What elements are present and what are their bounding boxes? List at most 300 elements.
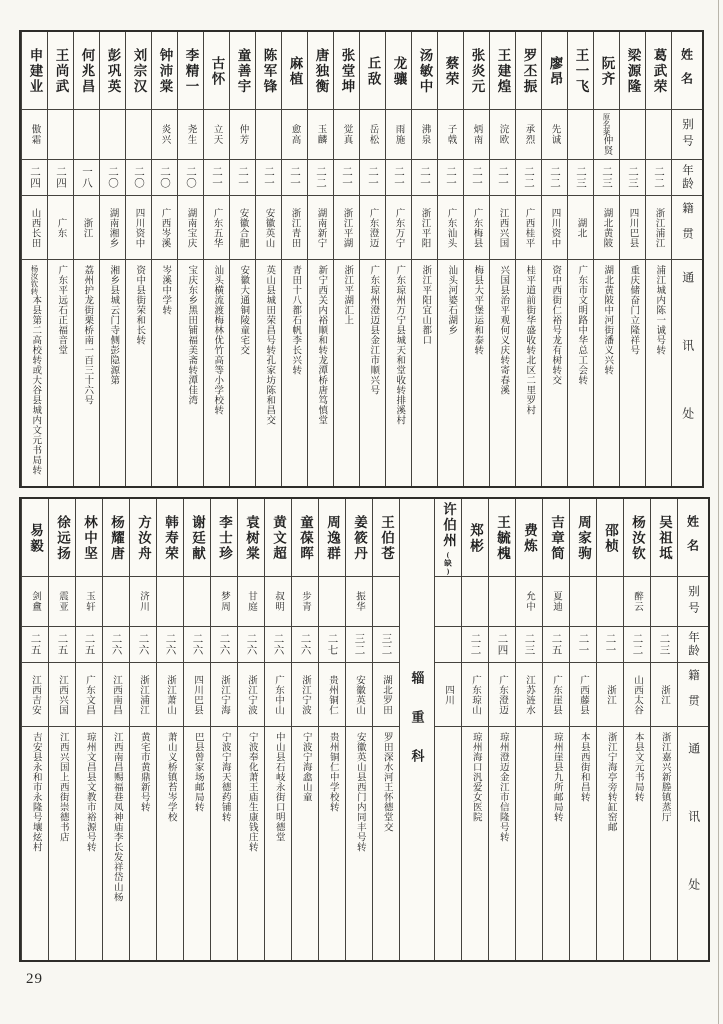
origin-cell: 四川资中 bbox=[542, 196, 567, 260]
name-cell: 李士珍 bbox=[211, 499, 237, 577]
origin-cell: 浙江宁波 bbox=[292, 663, 318, 727]
name-cell: 童善宇 bbox=[230, 32, 255, 110]
origin-cell: 浙江 bbox=[597, 663, 623, 727]
age-cell: 二四 bbox=[22, 160, 47, 196]
address-cell: 广东琼州澄迈县金江市顺兴号 bbox=[368, 265, 379, 395]
person-column bbox=[569, 499, 596, 960]
age-cell: 二〇 bbox=[152, 160, 177, 196]
alias-note: 原名棻 bbox=[602, 112, 611, 136]
origin-cell: 安徽合肥 bbox=[230, 196, 255, 260]
age-cell: 二三 bbox=[568, 160, 593, 196]
alias-cell: 允中 bbox=[516, 577, 542, 627]
origin-cell: 浙江宁波 bbox=[238, 663, 264, 727]
alias-cell: 夏迪 bbox=[543, 577, 569, 627]
header-address-label: 通讯处 bbox=[680, 271, 695, 475]
address-cell: 宁波宁海嵞山童 bbox=[300, 732, 311, 802]
person-column bbox=[619, 32, 645, 486]
alias-cell: 岳松 bbox=[360, 110, 385, 160]
origin-cell: 江西南昌 bbox=[103, 663, 129, 727]
alias-cell: 浣欧 bbox=[490, 110, 515, 160]
alias-cell bbox=[651, 577, 677, 627]
age-cell: 二六 bbox=[238, 627, 264, 663]
age-cell: 二二 bbox=[516, 160, 541, 196]
header-alias-label: 别号 bbox=[672, 110, 702, 160]
name-cell: 梁源隆 bbox=[620, 32, 645, 110]
origin-cell: 浙江浦江 bbox=[130, 663, 156, 727]
name-cell: 周逸群 bbox=[319, 499, 345, 577]
origin-cell: 浙江青田 bbox=[282, 196, 307, 260]
name-cell: 龙骧 bbox=[386, 32, 411, 110]
origin-cell: 浙江 bbox=[74, 196, 99, 260]
name-cell: 杨汝钦 bbox=[624, 499, 650, 577]
address-cell: 安徽英山县西门内同丰号转 bbox=[354, 732, 365, 852]
header-name-label: 姓名 bbox=[678, 499, 708, 577]
age-cell: 二一 bbox=[570, 627, 596, 663]
name-cell: 姜筱丹 bbox=[346, 499, 372, 577]
name-note: (缺) bbox=[443, 549, 453, 575]
address-cell: 宁波奉化萧王庙生康钱庄转 bbox=[246, 732, 257, 852]
name-cell: 古怀 bbox=[204, 32, 229, 110]
alias-cell bbox=[319, 577, 345, 627]
alias-cell: 炳南 bbox=[464, 110, 489, 160]
person-column bbox=[385, 32, 411, 486]
address-cell: 资中县街荣和长转 bbox=[134, 265, 145, 345]
page-number: 29 bbox=[26, 971, 43, 987]
origin-cell: 广东 bbox=[48, 196, 73, 260]
address-cell: 兴国县治平观何义庆转寄春溪 bbox=[498, 265, 509, 395]
name-cell: 方汝舟 bbox=[130, 499, 156, 577]
person-column bbox=[183, 499, 210, 960]
alias-cell bbox=[48, 110, 73, 160]
alias-cell: 先诚 bbox=[542, 110, 567, 160]
person-column bbox=[156, 499, 183, 960]
alias-cell bbox=[100, 110, 125, 160]
age-cell: 二〇 bbox=[178, 160, 203, 196]
age-cell: 二二 bbox=[542, 160, 567, 196]
age-cell: 二一 bbox=[490, 160, 515, 196]
alias-cell: 醉云 bbox=[624, 577, 650, 627]
address-cell: 宁波宁海天德药铺转 bbox=[219, 732, 230, 822]
person-column bbox=[151, 32, 177, 486]
name-cell: 钟沛棠 bbox=[152, 32, 177, 110]
name-cell: 麻植 bbox=[282, 32, 307, 110]
person-column bbox=[515, 499, 542, 960]
name-cell: 彭巩英 bbox=[100, 32, 125, 110]
person-column bbox=[437, 32, 463, 486]
person-column bbox=[177, 32, 203, 486]
name-cell: 廖昂 bbox=[542, 32, 567, 110]
alias-cell: 尧生 bbox=[178, 110, 203, 160]
address-cell: 资中西街仁裕号龙有树转交 bbox=[550, 265, 561, 385]
address-cell: 罗田深水河王怀德堂交 bbox=[381, 732, 392, 832]
name-cell: 申建业 bbox=[22, 32, 47, 110]
age-cell: 二二 bbox=[646, 160, 671, 196]
person-column bbox=[596, 499, 623, 960]
origin-cell: 广东梅县 bbox=[464, 196, 489, 260]
person-column bbox=[203, 32, 229, 486]
name-cell: 杨耀唐 bbox=[103, 499, 129, 577]
roster-grid-top bbox=[19, 30, 704, 488]
name-cell: 韩寿荣 bbox=[157, 499, 183, 577]
name-cell: 吴祖坻 bbox=[651, 499, 677, 577]
name-cell: 王毓槐 bbox=[489, 499, 515, 577]
age-cell: 二一 bbox=[230, 160, 255, 196]
name-cell: 周家驹 bbox=[570, 499, 596, 577]
person-column bbox=[434, 499, 461, 960]
address-cell: 巴县曾家场邮局转 bbox=[192, 732, 203, 812]
address-cell: 汕头河婆石湖乡 bbox=[446, 265, 457, 335]
alias-cell: 炎兴 bbox=[152, 110, 177, 160]
origin-cell: 江苏涟水 bbox=[516, 663, 542, 727]
alias-cell bbox=[435, 577, 461, 627]
person-column bbox=[359, 32, 385, 486]
address-cell: 广东琼州万宁县城天和堂收转排溪村 bbox=[394, 265, 405, 425]
alias-cell bbox=[568, 110, 593, 160]
origin-cell: 广东澄迈 bbox=[360, 196, 385, 260]
alias-cell: 沸泉 bbox=[412, 110, 437, 160]
age-cell: 二一 bbox=[412, 160, 437, 196]
origin-cell: 广东崖县 bbox=[543, 663, 569, 727]
alias-cell: 玉麟 bbox=[308, 110, 333, 160]
person-column bbox=[489, 32, 515, 486]
alias-cell bbox=[126, 110, 151, 160]
address-cell: 英山县城田荣昌号转孔家坊陈和昌交 bbox=[264, 265, 275, 425]
age-cell: 二三 bbox=[620, 160, 645, 196]
name-cell: 王建煌 bbox=[490, 32, 515, 110]
age-cell: 二六 bbox=[130, 627, 156, 663]
alias-cell: 愈高 bbox=[282, 110, 307, 160]
person-column bbox=[73, 32, 99, 486]
address-cell: 安徽大通铜陵童宅交 bbox=[238, 265, 249, 355]
origin-cell: 广东澄迈 bbox=[489, 663, 515, 727]
name-cell: 费炼 bbox=[516, 499, 542, 577]
name-cell: 陈军锋 bbox=[256, 32, 281, 110]
address-cell: 浙江嘉兴新塍镇蒸厅 bbox=[659, 732, 670, 822]
origin-cell: 广西岑溪 bbox=[152, 196, 177, 260]
alias-cell: 雨施 bbox=[386, 110, 411, 160]
age-cell bbox=[435, 627, 461, 663]
address-cell: 琼州文昌县文教市裕源号转 bbox=[84, 732, 95, 852]
address-cell: 桂平道前街华盛收转北区二里罗村 bbox=[524, 265, 535, 415]
name-cell: 刘宗汉 bbox=[126, 32, 151, 110]
header-name-label: 姓名 bbox=[672, 32, 702, 110]
origin-cell: 四川巴县 bbox=[620, 196, 645, 260]
person-column bbox=[542, 499, 569, 960]
person-column bbox=[291, 499, 318, 960]
name-cell: 张堂坤 bbox=[334, 32, 359, 110]
address-cell: 梅县大平堡运和泰转 bbox=[472, 265, 483, 355]
alias-cell: 子戟 bbox=[438, 110, 463, 160]
age-cell: 二二 bbox=[624, 627, 650, 663]
age-cell: 二六 bbox=[265, 627, 291, 663]
address-cell: 浙江平湖汇上 bbox=[342, 265, 353, 325]
alias-cell: 仲芳 bbox=[230, 110, 255, 160]
origin-cell: 广东中山 bbox=[265, 663, 291, 727]
age-cell: 三二 bbox=[346, 627, 372, 663]
name-cell: 谢廷献 bbox=[184, 499, 210, 577]
person-column bbox=[210, 499, 237, 960]
address-cell: 青田十八都石帆李长兴转 bbox=[290, 265, 301, 375]
header-column bbox=[671, 32, 702, 486]
person-column bbox=[333, 32, 359, 486]
address-cell: 荔州护龙街栗桥南一百三十六号 bbox=[82, 265, 93, 405]
origin-cell: 广东万宁 bbox=[386, 196, 411, 260]
origin-cell: 广东琼山 bbox=[462, 663, 488, 727]
origin-cell: 四川 bbox=[435, 663, 461, 727]
alias-cell: 振华 bbox=[346, 577, 372, 627]
age-cell: 二二 bbox=[462, 627, 488, 663]
alias-cell bbox=[597, 577, 623, 627]
age-cell: 二六 bbox=[157, 627, 183, 663]
origin-cell: 广东汕头 bbox=[438, 196, 463, 260]
header-age-label: 年龄 bbox=[672, 160, 702, 196]
age-cell: 二一 bbox=[282, 160, 307, 196]
name-cell: 王一飞 bbox=[568, 32, 593, 110]
name-cell: 郑彬 bbox=[462, 499, 488, 577]
origin-cell: 四川资中 bbox=[126, 196, 151, 260]
address-cell: 浙江平阳宜山都口 bbox=[420, 265, 431, 345]
origin-cell: 浙江浦江 bbox=[646, 196, 671, 260]
address-cell: 黄宅市黄鼎新号转 bbox=[138, 732, 149, 812]
name-cell: 阮齐 bbox=[594, 32, 619, 110]
roster-table-bottom bbox=[19, 497, 710, 962]
address-cell: 江西兴国上西街崇德书店 bbox=[57, 732, 68, 842]
address-cell: 江西南昌赐福巷凤神庙李长发祥岱山杨 bbox=[111, 732, 122, 902]
address-cell bbox=[516, 727, 542, 960]
person-column bbox=[21, 32, 47, 486]
alias-cell bbox=[620, 110, 645, 160]
origin-cell: 湖北黄陂 bbox=[594, 196, 619, 260]
alias-cell: 震亚 bbox=[49, 577, 75, 627]
person-column bbox=[515, 32, 541, 486]
person-column bbox=[21, 499, 48, 960]
address-cell: 宝庆东乡黑田铺福美斋转潭佳湾 bbox=[186, 265, 197, 405]
name-cell: 许伯州 (缺) bbox=[435, 499, 461, 577]
address-cell: 中山县石岐永街口明德堂 bbox=[273, 732, 284, 842]
origin-cell: 江西兴国 bbox=[49, 663, 75, 727]
alias-cell: 甘庭 bbox=[238, 577, 264, 627]
alias-cell bbox=[157, 577, 183, 627]
age-cell: 二四 bbox=[48, 160, 73, 196]
age-cell: 二一 bbox=[204, 160, 229, 196]
address-cell: 湖北黄陂中河街潘义兴转 bbox=[602, 265, 613, 375]
alias-cell: 步青 bbox=[292, 577, 318, 627]
age-cell: 二五 bbox=[543, 627, 569, 663]
address-cell: 湘乡县城云门寺侧彭隐源第 bbox=[108, 265, 119, 385]
address-cell: 新宁西关内裕顺和转龙潭桥唐笃慎堂 bbox=[316, 265, 327, 425]
age-cell: 二一 bbox=[464, 160, 489, 196]
alias-cell: 叔明 bbox=[265, 577, 291, 627]
address-cell: 广东市文明路中华总工会转 bbox=[576, 265, 587, 385]
person-column bbox=[48, 499, 75, 960]
address-cell: 岑溪中学转 bbox=[160, 265, 171, 315]
name-cell: 李精一 bbox=[178, 32, 203, 110]
age-cell: 二一 bbox=[256, 160, 281, 196]
origin-cell: 湖北罗田 bbox=[373, 663, 399, 727]
address-cell: 杨汝钦转 本县第二高校转或大谷县城内文元书局转 bbox=[30, 265, 41, 475]
alias-cell bbox=[489, 577, 515, 627]
person-column bbox=[650, 499, 677, 960]
header-origin-label: 籍贯 bbox=[672, 196, 702, 260]
origin-cell: 浙江平阳 bbox=[412, 196, 437, 260]
person-column bbox=[47, 32, 73, 486]
origin-cell: 湖北 bbox=[568, 196, 593, 260]
origin-cell: 贵州铜仁 bbox=[319, 663, 345, 727]
age-cell: 二六 bbox=[103, 627, 129, 663]
header-origin-label: 籍贯 bbox=[678, 663, 708, 727]
person-column bbox=[372, 499, 399, 960]
age-cell: 二一 bbox=[597, 627, 623, 663]
person-column bbox=[129, 499, 156, 960]
name-cell: 何兆昌 bbox=[74, 32, 99, 110]
person-column bbox=[623, 499, 650, 960]
origin-cell: 浙江萧山 bbox=[157, 663, 183, 727]
person-column bbox=[237, 499, 264, 960]
origin-cell: 山西长田 bbox=[22, 196, 47, 260]
origin-cell: 湖南宝庆 bbox=[178, 196, 203, 260]
origin-cell: 浙江宁海 bbox=[211, 663, 237, 727]
name-cell: 易毅 bbox=[22, 499, 48, 577]
origin-cell: 四川巴县 bbox=[184, 663, 210, 727]
person-column bbox=[463, 32, 489, 486]
person-column bbox=[307, 32, 333, 486]
age-cell: 二六 bbox=[211, 627, 237, 663]
alias-cell: 立天 bbox=[204, 110, 229, 160]
age-cell: 一八 bbox=[74, 160, 99, 196]
name-cell: 吉章简 bbox=[543, 499, 569, 577]
name-cell: 袁树棠 bbox=[238, 499, 264, 577]
address-cell: 重庆储奋门立隆祥号 bbox=[628, 265, 639, 355]
age-cell: 二三 bbox=[516, 627, 542, 663]
origin-cell: 湖南新宁 bbox=[308, 196, 333, 260]
address-cell bbox=[435, 727, 461, 960]
roster-table-top bbox=[19, 30, 710, 488]
person-column bbox=[264, 499, 291, 960]
age-cell: 二四 bbox=[489, 627, 515, 663]
origin-cell: 安徽英山 bbox=[346, 663, 372, 727]
alias-cell bbox=[103, 577, 129, 627]
alias-cell bbox=[570, 577, 596, 627]
header-address-label: 通讯处 bbox=[686, 741, 701, 946]
origin-cell: 山西太谷 bbox=[624, 663, 650, 727]
person-column bbox=[102, 499, 129, 960]
alias-cell: 觉真 bbox=[334, 110, 359, 160]
alias-cell bbox=[462, 577, 488, 627]
header-column bbox=[677, 499, 708, 960]
address-cell: 浦江城内陈一诚号转 bbox=[654, 265, 665, 355]
name-cell: 邵桢 bbox=[597, 499, 623, 577]
header-age-label: 年龄 bbox=[678, 627, 708, 663]
person-column bbox=[229, 32, 255, 486]
age-cell: 二五 bbox=[76, 627, 102, 663]
origin-cell: 广东五华 bbox=[204, 196, 229, 260]
section-divider: 辎重科 bbox=[399, 499, 434, 960]
origin-cell: 广东文昌 bbox=[76, 663, 102, 727]
person-column bbox=[345, 499, 372, 960]
person-column bbox=[488, 499, 515, 960]
person-column bbox=[541, 32, 567, 486]
origin-cell: 广西桂平 bbox=[516, 196, 541, 260]
name-cell: 林中坚 bbox=[76, 499, 102, 577]
age-cell: 二〇 bbox=[100, 160, 125, 196]
person-column bbox=[645, 32, 671, 486]
name-cell: 汤敏中 bbox=[412, 32, 437, 110]
address-cell: 萧山义桥镇苔岑学校 bbox=[165, 732, 176, 822]
name-cell: 徐远扬 bbox=[49, 499, 75, 577]
address-cell: 本县文元书局转 bbox=[632, 732, 643, 802]
person-column bbox=[411, 32, 437, 486]
alias-cell bbox=[256, 110, 281, 160]
header-alias-label: 别号 bbox=[678, 577, 708, 627]
name-cell: 葛武荣 bbox=[646, 32, 671, 110]
alias-cell: 梦周 bbox=[211, 577, 237, 627]
origin-cell: 浙江平湖 bbox=[334, 196, 359, 260]
name-cell: 唐独衡 bbox=[308, 32, 333, 110]
age-cell: 二五 bbox=[22, 627, 48, 663]
age-cell: 二〇 bbox=[126, 160, 151, 196]
age-cell: 二六 bbox=[184, 627, 210, 663]
alias-cell bbox=[74, 110, 99, 160]
address-cell: 浙江宁海亭旁转缸窑邮 bbox=[605, 732, 616, 832]
age-cell: 二五 bbox=[49, 627, 75, 663]
name-cell: 王伯苍 bbox=[373, 499, 399, 577]
origin-cell: 江西吉安 bbox=[22, 663, 48, 727]
alias-cell: 剑盫 bbox=[22, 577, 48, 627]
name-cell: 丘敌 bbox=[360, 32, 385, 110]
name-cell: 童葆晖 bbox=[292, 499, 318, 577]
person-column bbox=[75, 499, 102, 960]
alias-cell: 傲霜 bbox=[22, 110, 47, 160]
alias-cell: 承烈 bbox=[516, 110, 541, 160]
address-cell: 广东平远石正福音堂 bbox=[56, 265, 67, 355]
alias-cell bbox=[646, 110, 671, 160]
age-cell: 二一 bbox=[360, 160, 385, 196]
age-cell: 二一 bbox=[386, 160, 411, 196]
alias-cell: 济川 bbox=[130, 577, 156, 627]
age-cell: 二一 bbox=[438, 160, 463, 196]
alias-cell: 原名棻 仲贤 bbox=[594, 110, 619, 160]
person-column bbox=[567, 32, 593, 486]
alias-cell: 玉轩 bbox=[76, 577, 102, 627]
origin-cell: 浙江 bbox=[651, 663, 677, 727]
name-cell: 张炎元 bbox=[464, 32, 489, 110]
origin-cell: 安徽英山 bbox=[256, 196, 281, 260]
person-column bbox=[255, 32, 281, 486]
person-column bbox=[461, 499, 488, 960]
person-column bbox=[318, 499, 345, 960]
age-cell: 二三 bbox=[651, 627, 677, 663]
name-cell: 黄文超 bbox=[265, 499, 291, 577]
age-cell: 二七 bbox=[319, 627, 345, 663]
name-cell: 蔡荣 bbox=[438, 32, 463, 110]
origin-cell: 湖南湘乡 bbox=[100, 196, 125, 260]
address-cell: 吉安县永和市永隆号壤炫村 bbox=[30, 732, 41, 852]
alias-cell bbox=[184, 577, 210, 627]
address-cell: 贵州铜仁中学校转 bbox=[327, 732, 338, 812]
age-cell: 三二 bbox=[373, 627, 399, 663]
alias-cell bbox=[373, 577, 399, 627]
address-note: 杨汝钦转 bbox=[30, 265, 39, 295]
roster-grid-bottom bbox=[19, 497, 710, 962]
origin-cell: 江西兴国 bbox=[490, 196, 515, 260]
address-cell: 琼州澄迈金江市信隆号转 bbox=[497, 732, 508, 842]
person-column bbox=[99, 32, 125, 486]
origin-cell: 广西藤县 bbox=[570, 663, 596, 727]
name-cell: 王尚武 bbox=[48, 32, 73, 110]
age-cell: 二一 bbox=[334, 160, 359, 196]
address-cell: 琼州海口汎爱女医院 bbox=[470, 732, 481, 822]
age-cell: 二二 bbox=[308, 160, 333, 196]
